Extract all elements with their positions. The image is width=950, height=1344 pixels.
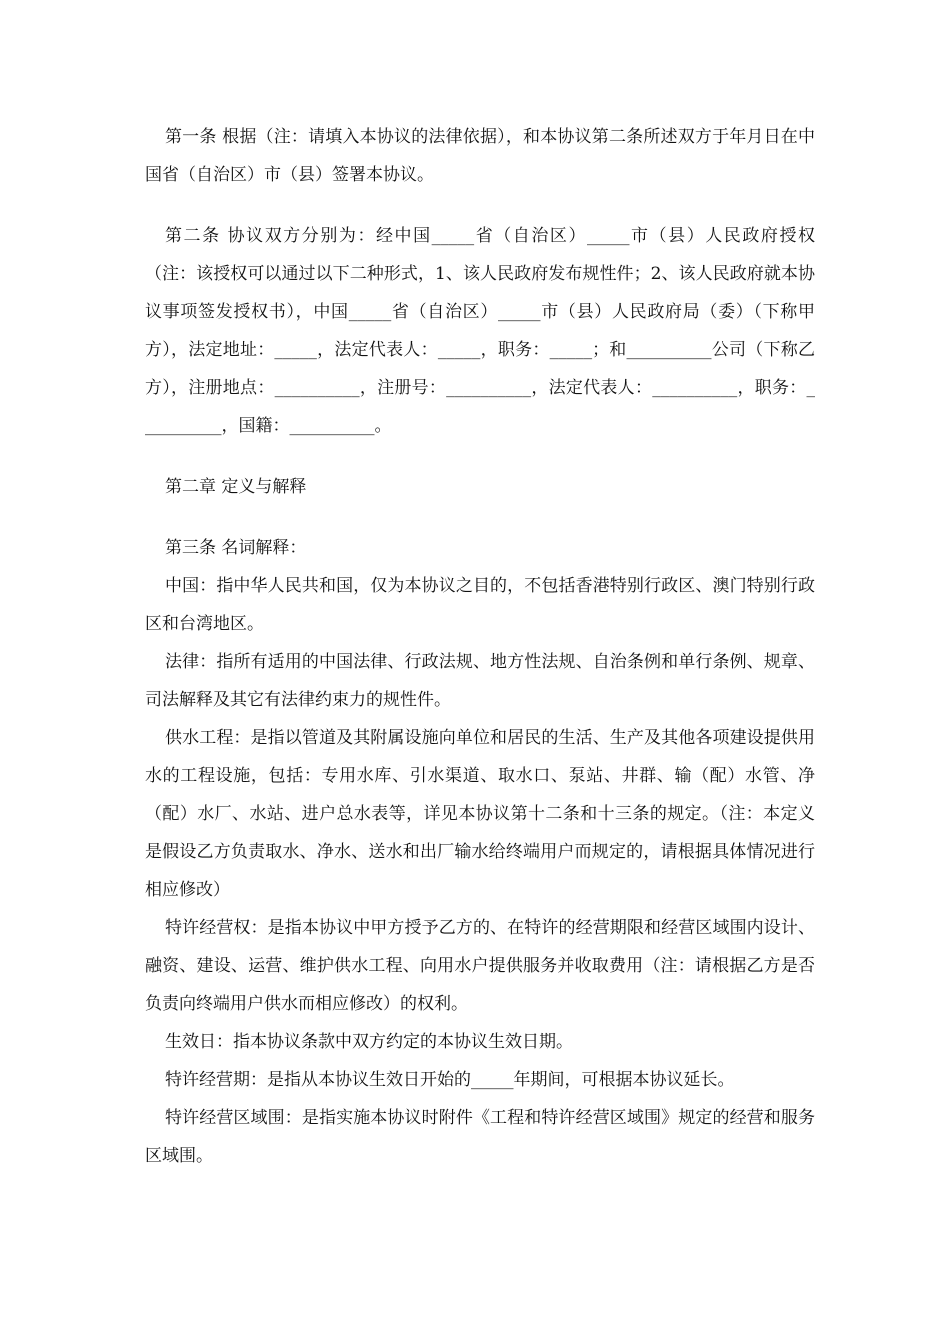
definition-franchise-right: 特许经营权：是指本协议中甲方授予乙方的、在特许的经营期限和经营区域围内设计、融资、建设、运营、维护供水工程、向用水户提供服务并收取费用（注：请根据乙方是否负责向终端用户供水而相应修改）的权利。 — [145, 918, 815, 1014]
definition-china: 中国：指中华人民共和国，仅为本协议之目的，不包括香港特别行政区、澳门特别行政区和台湾地区。 — [145, 576, 815, 634]
definition-franchise-period: 特许经营期：是指从本协议生效日开始的_____年期间，可根据本协议延长。 — [165, 1070, 735, 1090]
definition-law: 法律：指所有适用的中国法律、行政法规、地方性法规、自治条例和单行条例、规章、司法解释及其它有法律约束力的规性件。 — [145, 652, 815, 710]
chapter-2-title: 第二章 定义与解释 — [165, 477, 307, 497]
definition-franchise-area: 特许经营区域围：是指实施本协议时附件《工程和特许经营区域围》规定的经营和服务区域围。 — [145, 1108, 815, 1166]
definition-effective-date: 生效日：指本协议条款中双方约定的本协议生效日期。 — [165, 1032, 573, 1052]
definition-water-supply-project: 供水工程：是指以管道及其附属设施向单位和居民的生活、生产及其他各项建设提供用水的工程设施，包括：专用水库、引水渠道、取水口、泵站、井群、输（配）水管、净（配）水厂、水站、进户总水表等，详见本协议第十二条和十三条的规定。（注：本定义是假设乙方负责取水、净水、送水和出厂输水给终端用户而规定的，请根据具体情况进行相应修改） — [145, 728, 815, 900]
article-1: 第一条 根据（注：请填入本协议的法律依据），和本协议第二条所述双方于年月日在中国省（自治区）市（县）签署本协议。 — [145, 127, 815, 185]
document-page — [145, 118, 815, 1175]
article-3-title: 第三条 名词解释： — [165, 538, 307, 558]
article-2: 第二条 协议双方分别为：经中国_____省（自治区）_____市（县）人民政府授权（注：该授权可以通过以下二种形式，1、该人民政府发布规性件；2、该人民政府就本协议事项签发授权书），中国_____省（自治区）_____市（县）人民政府局（委）（下称甲方），法定地址：_____，法定代表人：_____，职务：_____；和__________公司（下称乙方），注册地点：__________，注册号：__________，法定代表人：__________，职务：__________，国籍：__________。 — [145, 226, 815, 436]
